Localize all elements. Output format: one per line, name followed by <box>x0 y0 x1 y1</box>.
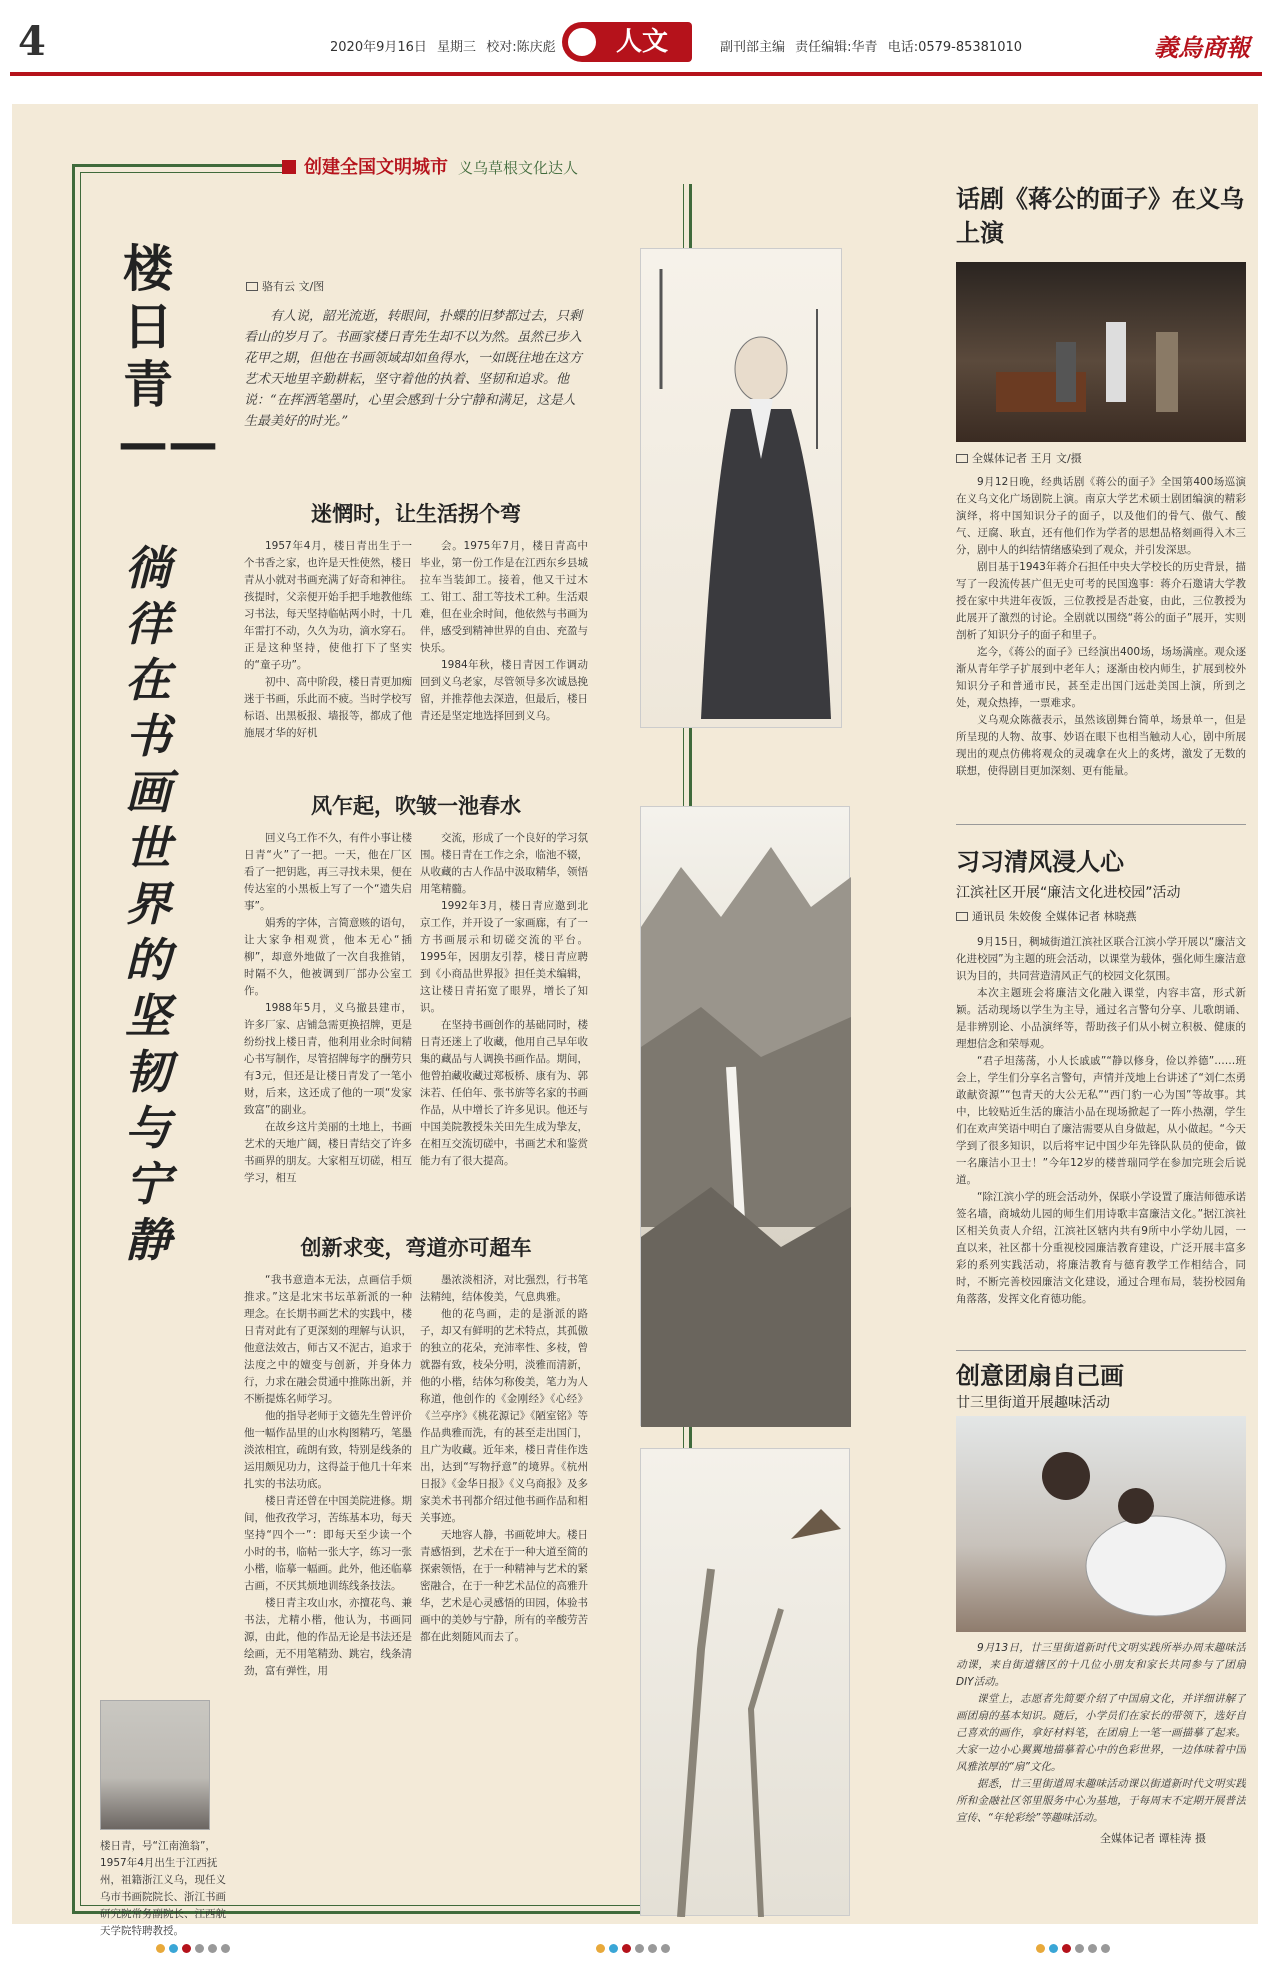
article2-subtitle: 江滨社区开展“廉洁文化进校园”活动 <box>956 885 1181 901</box>
proofreader: 校对:陈庆彪 <box>486 40 556 55</box>
newspaper-brand: 義烏商報 <box>1154 33 1250 62</box>
section2-col2 <box>420 830 588 1206</box>
banner-title: 创建全国文明城市 <box>304 157 448 178</box>
paragraph: 交流，形成了一个良好的学习氛围。楼日青在工作之余，临池不辍，从收藏的古人作品中汲取精华，领悟用笔精髓。 <box>420 832 588 895</box>
issue-date: 2020年9月16日 <box>330 40 427 55</box>
phone: 电话:0579-85381010 <box>887 40 1023 55</box>
paragraph: 1992年3月，楼日青应邀到北京工作，并开设了一家画廊，有了一方书画展示和切磋交流的平台。1995年，因朋友引荐，楼日青应聘到《小商品世界报》担任美术编辑，这让楼日青拓宽了眼界，增长了知识。 <box>420 900 588 1014</box>
theatre-photo <box>956 262 1246 442</box>
paragraph: 本次主题班会将廉洁文化融入课堂，内容丰富，形式新颖。活动现场以学生为主导，通过名言警句分享、儿歌朗诵、是非辨别论、小品演绎等，帮助孩子们从小树立积极、健康的理想信念和荣辱观。 <box>956 987 1246 1050</box>
paragraph: 墨浓淡相济，对比强烈，行书笔法精纯，结体俊美，气息典雅。 <box>420 1274 588 1303</box>
editor-label: 副刊部主编 <box>720 40 786 55</box>
feature-byline: 骆有云 文/图 <box>246 278 324 294</box>
section3-heading: 创新求变，弯道亦可超车 <box>300 1236 532 1260</box>
paragraph: 在故乡这片美丽的土地上，书画艺术的天地广阔，楼日青结交了许多书画界的朋友。大家相互切磋，相互学习，相互 <box>244 1121 412 1184</box>
paragraph: 会。1975年7月，楼日青高中毕业，第一份工作是在江西东乡县城拉车当装卸工。接着，他又干过木工、钳工、甜工等技术工种。生活艰难，但在业余时间，他依然与书画为伴，感受到精神世界的自由、充盈与快乐。 <box>420 540 588 654</box>
section-logo-icon <box>564 24 600 60</box>
paragraph: 9月12日晚，经典话剧《蒋公的面子》全国第400场巡演在义乌文化广场剧院上演。南京大学艺术硕士剧团编演的精彩演绎，将中国知识分子的面子，以及他们的骨气、傲气、酸气、迂腐、耿直，还有他们作为学者的思想品格刻画得入木三分，剧中人的纠结情绪感染到了观众，并引发深思。 <box>956 476 1246 556</box>
paragraph: “我书意造本无法，点画信手烦推求。”这是北宋书坛革新派的一种理念。在长期书画艺术的实践中，楼日青对此有了更深刻的理解与认识，他意法效古，师古又不泥古，追求于法度之中的嬗变与创新，并身体力行，力求在融会贯通中推陈出新，并不断提炼名师学习。 <box>244 1274 412 1405</box>
article3-body <box>956 1640 1246 1824</box>
camera-icon <box>956 912 968 921</box>
bird-and-trees-painting <box>640 1448 850 1916</box>
divider <box>956 824 1246 825</box>
section3-col2 <box>420 1272 588 1718</box>
landscape-painting <box>640 806 850 1426</box>
article1-byline: 全媒体记者 王月 文/摄 <box>956 450 1082 466</box>
banner-subtitle: 义乌草根文化达人 <box>458 159 579 177</box>
camera-icon <box>956 454 968 463</box>
paragraph: “君子坦荡荡，小人长戚戚”“静以修身，俭以养德”……班会上，学生们分享名言警句，声情并茂地上台讲述了“刘仁杰勇敢献资源”“包青天的大公无私”“西门豹一心为国”等故事。其中，比较贴近生活的廉洁小品在现场掀起了一阵小热潮，学生们在欢声笑语中明白了廉洁需要从自身做起，从小做起。“今天学到了很多知识，以后将牢记中国少年先锋队队员的使命，做一名廉洁小卫士！”今年12岁的楼普瑞同学在参加完班会后说道。 <box>956 1055 1246 1186</box>
section1-heading: 迷惘时，让生活拐个弯 <box>311 502 521 526</box>
page-dots-icon <box>596 1944 670 1954</box>
paragraph: 回义乌工作不久，有件小事让楼日青“火”了一把。一天，他在厂区看了一把钥匙，再三寻找未果，便在传达室的小黑板上写了一个“遗失启事”。 <box>244 832 412 912</box>
section3-col1 <box>244 1272 412 1820</box>
feature-title-main: 徜徉在书画世界的坚韧与宁静 <box>125 541 171 1267</box>
paragraph: 迄今，《蒋公的面子》已经演出400场，场场满座。观众逐渐从青年学子扩展到中老年人；逐渐由校内师生，扩展到校外知识分子和普通市民，甚至走出国门远赴美国上演，所到之处，观众热捧，一票难求。 <box>956 646 1246 709</box>
artist-caption: 楼日青，号“江南渔翁”，1957年4月出生于江西抚州，祖籍浙江义乌，现任义乌市书画院院长、浙江书画研究院常务副院长、江西航天学院特聘教授。 <box>100 1840 226 1937</box>
section-title: 人文 <box>615 27 668 57</box>
article3-subtitle: 廿三里街道开展趣味活动 <box>956 1395 1110 1411</box>
campaign-banner <box>282 152 702 184</box>
section-label <box>562 22 692 62</box>
article2-title: 习习清风浸人心 <box>956 848 1124 876</box>
paragraph: “除江滨小学的班会活动外，保联小学设置了廉洁师德承诺签名墙，商城幼儿园的师生们用诗歌丰富廉洁文化。”据江滨社区相关负责人介绍，江滨社区辖内共有9所中小学幼儿园，一直以来，社区都十分重视校园廉洁教育建设，广泛开展丰富多彩的系列实践活动，将廉洁教育与德育教学工作相结合，同时，不断完善校园廉洁文化建设，通过合理布局，装扮校园角角落落，发挥文化育德功能。 <box>956 1191 1246 1305</box>
paragraph: 课堂上，志愿者先简要介绍了中国扇文化，并详细讲解了画团扇的基本知识。随后，小学员们在家长的带领下，选好自己喜欢的画作，拿好材料笔，在团扇上一笔一画描摹了起来。大家一边小心翼翼地描摹着心中的色彩世界，一边体味着中国风雅浓厚的“扇”文化。 <box>956 1693 1246 1773</box>
artist-photo <box>100 1700 210 1830</box>
feature-title-name: 楼日青—— <box>118 240 218 472</box>
section1-col2 <box>420 538 588 766</box>
paragraph: 1988年5月，义乌撤县建市，许多厂家、店铺急需更换招牌，更是纷纷找上楼日青，他利用业余时间精心书写制作，尽管招牌每字的酬劳只有3元，但还是让楼日青发了一笔小财，后来，这还成了他的一项“发家致富”的副业。 <box>244 1002 412 1116</box>
paragraph: 9月15日，稠城街道江滨社区联合江滨小学开展以“廉洁文化进校园”为主题的班会活动，以课堂为载体，强化师生廉洁意识为目的，共同营造清风正气的校园文化氛围。 <box>956 936 1246 982</box>
portrait-painting <box>640 248 842 728</box>
page-dots-icon <box>156 1944 230 1954</box>
article2-byline: 通讯员 朱姣俊 全媒体记者 林晓燕 <box>956 908 1137 924</box>
section2-col1 <box>244 830 412 1206</box>
paragraph: 9月13日，廿三里街道新时代文明实践所举办周末趣味活动课，来自街道辖区的十几位小朋友和家长共同参与了团扇DIY活动。 <box>956 1642 1246 1688</box>
header-rule <box>10 72 1262 76</box>
paragraph: 剧目基于1943年蒋介石担任中央大学校长的历史背景，描写了一段流传甚广但无史可考的民国逸事：蒋介石邀请大学教授在家中共进年夜饭，三位教授是否赴宴，由此，三位教授为此展开了激烈的讨论。全剧就以围绕“蒋公的面子”展开，实则剖析了知识分子的面子和里子。 <box>956 561 1246 641</box>
paragraph: 楼日青还曾在中国美院进修。期间，他孜孜学习，苦练基本功，每天坚持“四个一”：即每天至少读一个小时的书，临帖一张大字，练习一张小楷，临摹一幅画。此外，他还临摹古画，不厌其烦地训练线条技法。 <box>244 1495 412 1592</box>
article2-body <box>956 934 1246 1334</box>
editor: 责任编辑:华青 <box>795 40 878 55</box>
paragraph: 他的花鸟画，走的是浙派的路子，却又有鲜明的艺术特点，其孤傲的独立的花朵，充沛率性、多枝，曾就器有致，枝朵分明，淡雅而清新，他的小楷，结体匀称俊美，笔力为人称道，他创作的《金刚经》《心经》《兰亭序》《桃花源记》《陋室铭》等作品典雅而洗，有的甚至走出国门，且广为收藏。近年来，楼日青佳作迭出，达到“写物抒意”的境界。《杭州日报》《金华日报》《义乌商报》及多家美术书刊都介绍过他书画作品和相关事迹。 <box>420 1308 588 1524</box>
issue-weekday: 星期三 <box>437 40 477 55</box>
page-dots-icon <box>1036 1944 1110 1954</box>
paragraph: 楼日青主攻山水，亦擅花鸟、兼书法，尤精小楷，他认为，书画同源，由此，他的作品无论是书法还是绘画，无不用笔精劲、跳宕，线条清劲，富有弹性，用 <box>244 1597 412 1677</box>
paragraph: 义乌观众陈薇表示，虽然该剧舞台简单，场景单一，但是所呈现的人物、故事、妙语在眼下也相当触动人心，剧中所展现出的观点仿佛将观众的灵魂拿在火上的炙烤，激发了无数的联想，使得剧目更加深刻、更有能量。 <box>956 714 1246 777</box>
fan-painting-photo <box>956 1416 1246 1632</box>
banner-square-icon <box>282 160 296 174</box>
article1-title: 话剧《蒋公的面子》在义乌上演 <box>956 185 1244 247</box>
header-info-left <box>330 36 556 55</box>
paragraph: 初中、高中阶段，楼日青更加痴迷于书画，乐此而不疲。当时学校写标语、出黑板报、墙报等，都成了他施展才华的好机 <box>244 676 412 739</box>
paragraph: 娟秀的字体，言简意赅的语句，让大家争相观赏，他本无心“插柳”，却意外地做了一次自我推销，时隔不久，他被调到厂部办公室工作。 <box>244 917 412 997</box>
page-number: 4 <box>18 18 46 65</box>
paragraph: 他的指导老师于文德先生曾评价他一幅作品里的山水构图精巧，笔墨淡浓相宜，疏朗有致，特别是线条的运用颇见功力，这得益于他几十年来扎实的书法功底。 <box>244 1410 412 1490</box>
header-info-right <box>720 36 1022 55</box>
article3-byline: 全媒体记者 谭桂涛 摄 <box>1100 1832 1206 1845</box>
section2-heading: 风乍起，吹皱一池春水 <box>311 794 521 818</box>
paragraph: 1957年4月，楼日青出生于一个书香之家，也许是天性使然，楼日青从小就对书画充满了好奇和神往。孩提时，父亲便开始手把手地教他练习书法，每天坚持临帖两小时，十几年雷打不动，久久为功，滴水穿石。正是这种坚持，使他打下了坚实的“童子功”。 <box>244 540 412 671</box>
camera-icon <box>246 282 258 291</box>
article1-body <box>956 474 1246 808</box>
divider <box>956 1350 1246 1351</box>
paragraph: 天地容人静，书画乾坤大。楼日青感悟到，艺术在于一种大道至简的探索领悟，在于一种精神与艺术的紧密融合，在于一种艺术品位的高雅升华，艺术是心灵感悟的田园，体验书画中的美妙与宁静，所有的辛酸劳苦都在此刻随风而去了。 <box>420 1529 588 1643</box>
paragraph: 据悉，廿三里街道周末趣味活动课以街道新时代文明实践所和金融社区邻里服务中心为基地，于每周末不定期开展普法宣传、“年轮彩绘”等趣味活动。 <box>956 1778 1246 1824</box>
feature-intro: 有人说，韶光流逝，转眼间，扑蝶的旧梦都过去，只剩看山的岁月了。书画家楼日青先生却不以为然。虽然已步入花甲之期，但他在书画领域却如鱼得水，一如既往地在这方艺术天地里辛勤耕耘，坚守着他的执着、坚韧和追求。他说：“在挥洒笔墨时，心里会感到十分宁静和满足，这是人生最美好的时光。” <box>244 309 583 429</box>
paragraph: 在坚持书画创作的基础同时，楼日青还迷上了收藏，他用自己早年收集的藏品与人调换书画作品。期间，他曾拍藏收藏过郑板桥、康有为、郭沫若、任伯年、张书旂等名家的书画作品，从中增长了许多见识。他还与中国美院教授朱关田先生成为挚友，在相互交流切磋中，书画艺术和鉴赏能力有了很大提高。 <box>420 1019 588 1167</box>
article3-title: 创意团扇自己画 <box>956 1362 1124 1390</box>
masthead <box>0 0 1272 80</box>
paragraph: 1984年秋，楼日青因工作调动回到义乌老家，尽管领导多次诚恳挽留，并推荐他去深造，但最后，楼日青还是坚定地选择回到义乌。 <box>420 659 588 722</box>
section1-col1 <box>244 538 412 766</box>
